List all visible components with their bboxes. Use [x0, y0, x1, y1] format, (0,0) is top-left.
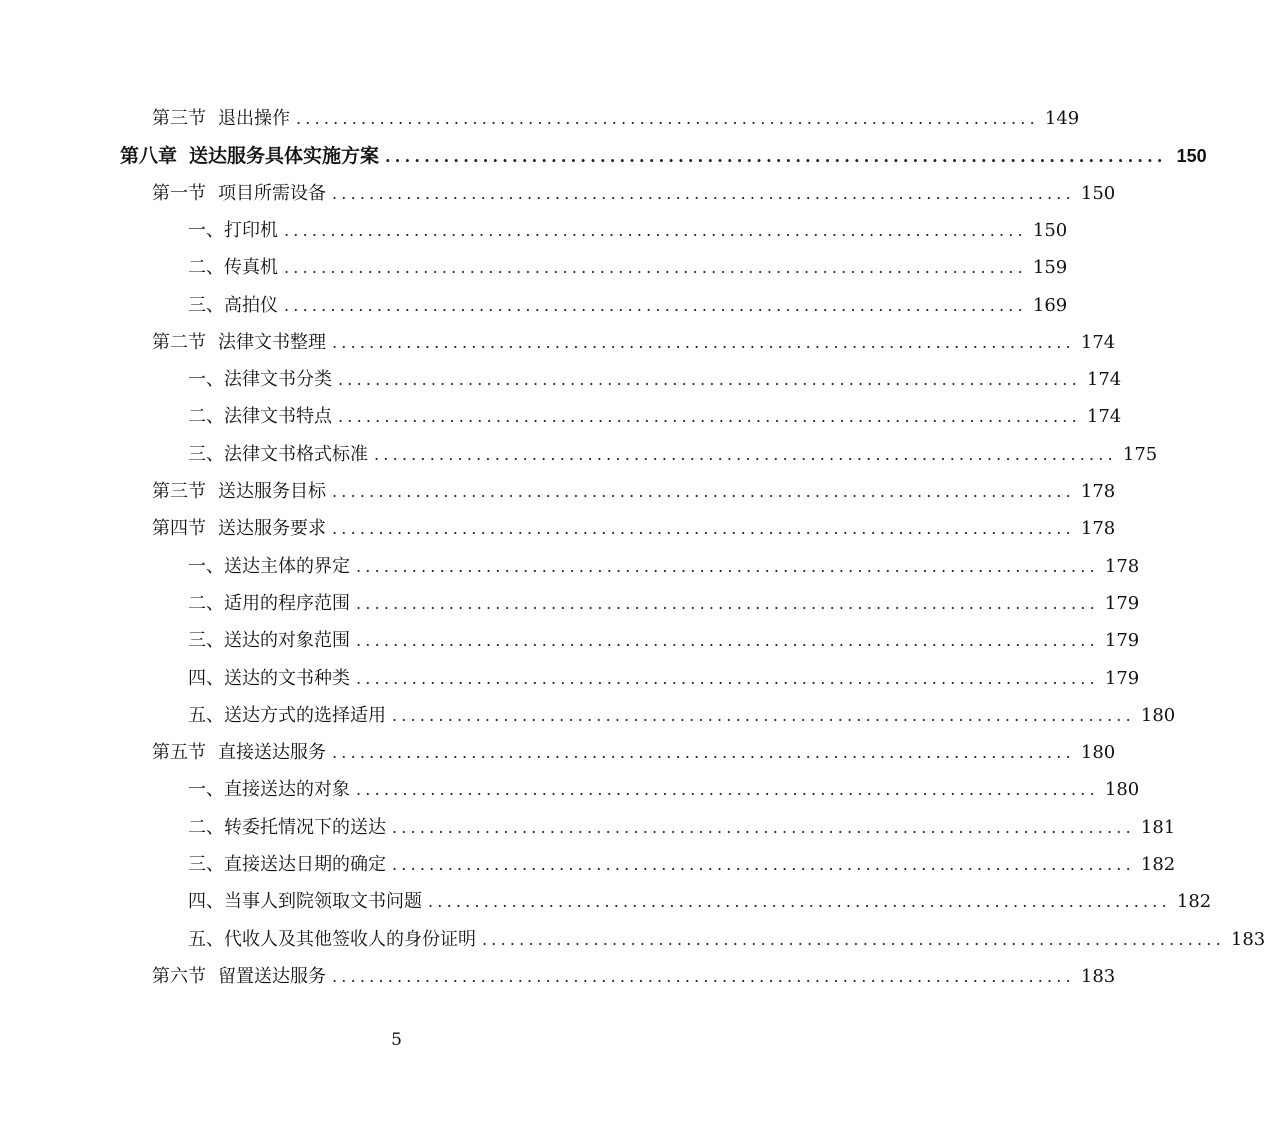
toc-entry-title: 送达方式的选择适用	[224, 704, 386, 726]
toc-entry-title: 送达的文书种类	[224, 667, 350, 689]
toc-entry-page: 183	[1080, 965, 1116, 987]
toc-entry-item[interactable]	[188, 589, 1140, 619]
toc-entry-item[interactable]	[188, 626, 1140, 656]
toc-entry-section[interactable]	[152, 328, 1116, 358]
toc-entry-page: 181	[1140, 816, 1176, 838]
toc-entry-page: 174	[1080, 331, 1116, 353]
toc-leader-dots: ................................................................................	[296, 109, 1039, 128]
toc-leader-dots: ................................................................................	[392, 817, 1135, 837]
toc-leader-dots: ................................................................................	[385, 147, 1167, 167]
toc-entry-prefix: 第八章	[120, 145, 178, 168]
toc-entry-page: 175	[1122, 443, 1158, 465]
toc-leader-dots: ................................................................................	[332, 482, 1075, 501]
toc-leader-dots: ................................................................................	[284, 295, 1027, 315]
toc-leader-dots: ................................................................................	[338, 370, 1081, 390]
toc-entry-page: 150	[1176, 146, 1207, 167]
toc-leader-dots: ................................................................................	[356, 668, 1099, 688]
toc-entry-prefix: 第二节	[152, 331, 206, 353]
toc-entry-page: 178	[1080, 481, 1116, 502]
toc-entry-item[interactable]	[188, 887, 1212, 917]
toc-entry-title: 高拍仪	[224, 294, 278, 316]
toc-entry-chapter[interactable]	[120, 141, 1207, 171]
toc-entry-prefix: 第四节	[152, 518, 206, 540]
toc-leader-dots: ................................................................................	[356, 556, 1099, 576]
toc-entry-title: 法律文书整理	[218, 331, 326, 353]
toc-entry-section[interactable]	[152, 514, 1116, 544]
toc-leader-dots: ................................................................................	[356, 593, 1099, 613]
toc-entry-prefix: 三、	[188, 854, 224, 875]
toc-entry-page: 179	[1104, 630, 1140, 652]
toc-leader-dots: ................................................................................	[374, 444, 1117, 464]
toc-entry-prefix: 四、	[188, 667, 224, 689]
toc-leader-dots: ................................................................................	[332, 966, 1075, 986]
toc-entry-page: 180	[1140, 704, 1176, 726]
toc-entry-page: 169	[1032, 294, 1068, 316]
toc-entry-page: 183	[1230, 928, 1265, 950]
toc-entry-page: 179	[1104, 592, 1140, 614]
toc-entry-item[interactable]	[188, 216, 1068, 246]
toc-leader-dots: ................................................................................	[356, 631, 1099, 651]
toc-entry-prefix: 第三节	[152, 481, 206, 502]
toc-entry-page: 174	[1086, 406, 1122, 428]
toc-entry-title: 直接送达日期的确定	[224, 854, 386, 875]
toc-leader-dots: ................................................................................	[338, 407, 1081, 427]
toc-entry-section[interactable]	[152, 962, 1116, 992]
toc-entry-page: 180	[1080, 742, 1116, 764]
toc-entry-page: 150	[1032, 219, 1068, 241]
toc-entry-page: 180	[1104, 779, 1140, 801]
toc-entry-prefix: 一、	[188, 555, 224, 577]
toc-entry-title: 送达服务要求	[218, 518, 326, 540]
toc-entry-page: 178	[1104, 555, 1140, 577]
toc-entry-item[interactable]	[188, 402, 1122, 432]
toc-entry-page: 178	[1080, 518, 1116, 540]
toc-leader-dots: ................................................................................	[428, 892, 1171, 912]
toc-leader-dots: ................................................................................	[332, 183, 1075, 203]
toc-entry-title: 送达主体的界定	[224, 555, 350, 577]
toc-leader-dots: ................................................................................	[332, 743, 1075, 763]
toc-entry-title: 退出操作	[218, 108, 290, 129]
toc-entry-prefix: 第五节	[152, 742, 206, 764]
toc-entry-page: 182	[1140, 854, 1176, 875]
toc-entry-item[interactable]	[188, 701, 1176, 731]
toc-entry-title: 送达服务目标	[218, 481, 326, 502]
toc-leader-dots: ................................................................................	[284, 220, 1027, 240]
toc-entry-prefix: 二、	[188, 406, 224, 428]
toc-entry-title: 留置送达服务	[218, 965, 326, 987]
toc-entry-page: 179	[1104, 667, 1140, 689]
toc-entry-prefix: 第一节	[152, 182, 206, 204]
toc-entry-page: 182	[1176, 891, 1212, 913]
toc-entry-title: 法律文书特点	[224, 406, 332, 428]
toc-entry-prefix: 二、	[188, 816, 224, 838]
toc-entry-prefix: 一、	[188, 219, 224, 241]
toc-entry-page: 149	[1044, 108, 1080, 129]
toc-entry-title: 法律文书分类	[224, 369, 332, 391]
toc-entry-prefix: 一、	[188, 369, 224, 391]
toc-entry-section[interactable]	[152, 104, 1080, 134]
toc-entry-item[interactable]	[188, 850, 1176, 880]
toc-entry-item[interactable]	[188, 365, 1122, 395]
toc-entry-title: 转委托情况下的送达	[224, 816, 386, 838]
toc-entry-title: 当事人到院领取文书问题	[224, 891, 422, 913]
toc-entry-item[interactable]	[188, 552, 1140, 582]
toc-leader-dots: ................................................................................	[332, 332, 1075, 352]
toc-leader-dots: ................................................................................	[392, 855, 1135, 874]
toc-entry-item[interactable]	[188, 925, 1265, 955]
toc-entry-item[interactable]	[188, 291, 1068, 321]
toc-entry-section[interactable]	[152, 477, 1116, 507]
toc-entry-title: 直接送达服务	[218, 742, 326, 764]
toc-entry-prefix: 第六节	[152, 965, 206, 987]
toc-entry-page: 174	[1086, 369, 1122, 391]
toc-entry-title: 送达的对象范围	[224, 630, 350, 652]
toc-entry-item[interactable]	[188, 775, 1140, 805]
toc-entry-page: 150	[1080, 182, 1116, 204]
toc-leader-dots: ................................................................................	[482, 929, 1225, 949]
toc-entry-title: 打印机	[224, 219, 278, 241]
toc-entry-prefix: 五、	[188, 928, 224, 950]
toc-entry-prefix: 第三节	[152, 108, 206, 129]
toc-entry-item[interactable]	[188, 253, 1068, 283]
toc-entry-prefix: 二、	[188, 592, 224, 614]
toc-entry-item[interactable]	[188, 440, 1158, 470]
toc-entry-title: 法律文书格式标准	[224, 443, 368, 465]
toc-entry-section[interactable]	[152, 179, 1116, 209]
toc-leader-dots: ................................................................................	[284, 258, 1027, 278]
toc-entry-prefix: 五、	[188, 704, 224, 726]
toc-leader-dots: ................................................................................	[356, 780, 1099, 800]
toc-entry-prefix: 三、	[188, 294, 224, 316]
toc-entry-prefix: 三、	[188, 630, 224, 652]
toc-entry-title: 适用的程序范围	[224, 592, 350, 614]
toc-entry-title: 送达服务具体实施方案	[189, 145, 380, 168]
toc-entry-prefix: 四、	[188, 891, 224, 913]
toc-entry-item[interactable]	[188, 813, 1176, 843]
toc-entry-prefix: 二、	[188, 257, 224, 279]
toc-entry-title: 项目所需设备	[218, 182, 326, 204]
toc-entry-title: 传真机	[224, 257, 278, 279]
toc-leader-dots: ................................................................................	[332, 519, 1075, 539]
toc-entry-section[interactable]	[152, 738, 1116, 768]
toc-entry-page: 159	[1032, 257, 1068, 279]
toc-entry-prefix: 三、	[188, 443, 224, 465]
toc-leader-dots: ................................................................................	[392, 705, 1135, 725]
page-number: 5	[391, 1030, 402, 1050]
toc-entry-item[interactable]	[188, 664, 1140, 694]
toc-entry-prefix: 一、	[188, 779, 224, 801]
toc-entry-title: 直接送达的对象	[224, 779, 350, 801]
toc-entry-title: 代收人及其他签收人的身份证明	[224, 928, 476, 950]
